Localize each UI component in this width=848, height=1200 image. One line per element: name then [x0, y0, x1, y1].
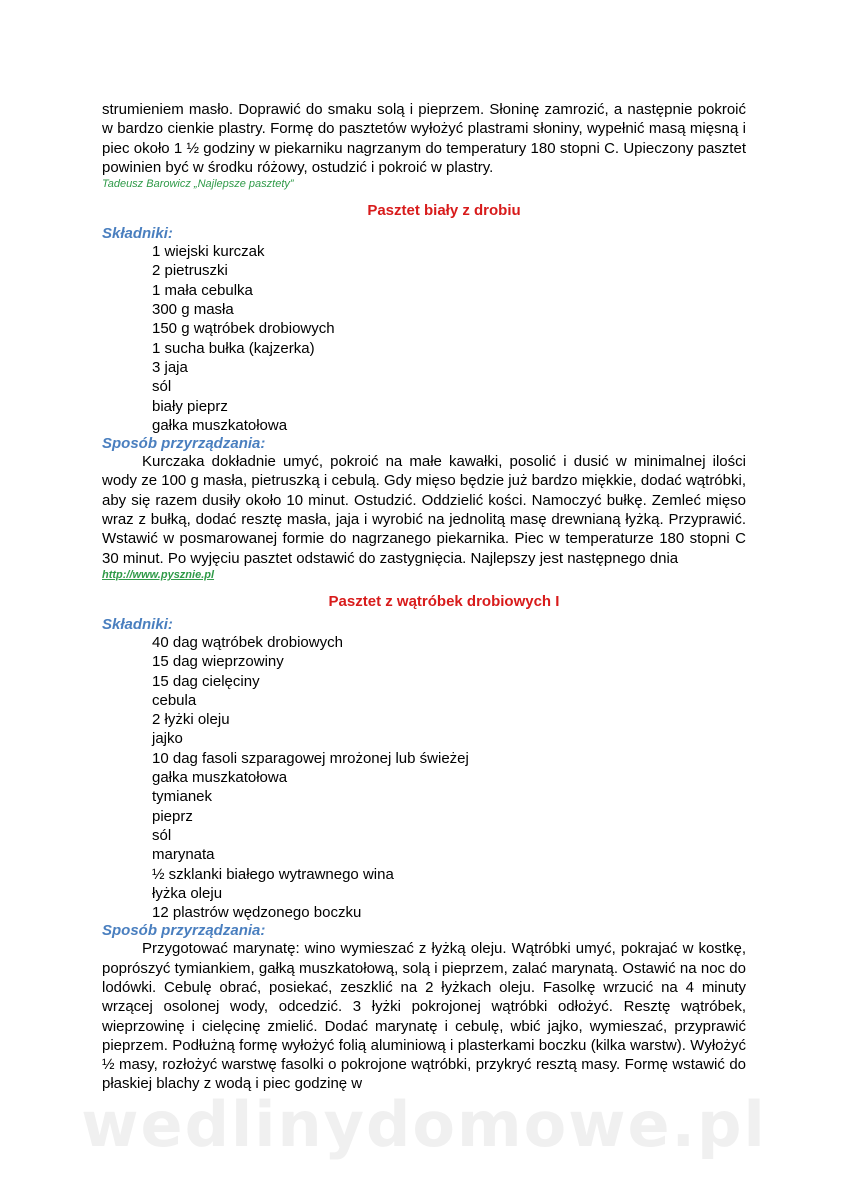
- recipe1-source-link[interactable]: http://www.pysznie.pl: [102, 568, 215, 581]
- ingredient-item: 1 sucha bułka (kajzerka): [152, 339, 315, 357]
- ingredient-item: sól: [152, 826, 172, 844]
- previous-recipe-source: Tadeusz Barowicz „Najlepsze pasztety”: [102, 178, 294, 191]
- ingredient-item: biały pieprz: [152, 397, 228, 415]
- ingredient-item: gałka muszkatołowa: [152, 416, 288, 434]
- recipe1-ingredients-label: Składniki:: [102, 225, 173, 243]
- ingredient-item: 10 dag fasoli szparagowej mrożonej lub świeżej: [152, 749, 469, 767]
- watermark: wedlinydomowe.pl: [81, 1088, 767, 1161]
- ingredient-item: gałka muszkatołowa: [152, 769, 288, 787]
- ingredient-item: 1 mała cebulka: [152, 281, 253, 299]
- ingredient-item: jajko: [152, 730, 183, 748]
- ingredient-item: 1 wiejski kurczak: [152, 243, 265, 261]
- ingredient-item: 3 jaja: [152, 358, 188, 376]
- ingredient-item: 12 plastrów wędzonego boczku: [152, 904, 362, 922]
- recipe2-method-text: Przygotować marynatę: wino wymieszać z łyżką oleju. Wątróbki umyć, pokrajać w kostkę, poprószyć tymiankiem, gałką muszkatołową, solą i pieprzem, zalać marynatą. Ostawić na noc do lodówki. Cebulę obrać, posiekać, zeszklić na 2 łyżkach oleju. Fasolkę wrzucić na 4 minuty wrzącej osolonej wody, odcedzić. 3 łyżki pokrojonej wątróbki odłożyć. Resztę wątróbek, wieprzowinę i cielęcinę zmielić. Dodać marynatę i cebulę, wbić jajko, wymieszać, przyprawić pieprzem. Podłużną formę wyłożyć folią aluminiową i plasterkami boczku (kilka warstw). Wyłożyć ½ masy, rozłożyć warstwę fasolki o pokrojone wątróbki, przykryć resztą masy. Formę wstawić do płaskiej blachy z wodą i piec godzinę w: [102, 940, 746, 1093]
- ingredient-item: sól: [152, 378, 172, 396]
- ingredient-item: tymianek: [152, 788, 213, 806]
- ingredient-item: 15 dag wieprzowiny: [152, 653, 284, 671]
- ingredient-item: pieprz: [152, 807, 193, 825]
- ingredient-item: 2 pietruszki: [152, 262, 228, 280]
- ingredient-item: cebula: [152, 691, 197, 709]
- document-page: [102, 100, 746, 1094]
- ingredient-item: marynata: [152, 846, 215, 864]
- ingredient-item: łyżka oleju: [152, 884, 223, 902]
- recipe2-ingredients-label: Składniki:: [102, 615, 173, 633]
- recipe1-method-label: Sposób przyrządzania:: [102, 435, 266, 453]
- ingredient-item: 15 dag cielęciny: [152, 672, 260, 690]
- ingredient-item: 300 g masła: [152, 301, 234, 319]
- recipe2-title: Pasztet z wątróbek drobiowych I: [328, 592, 560, 610]
- previous-recipe-text: strumieniem masło. Doprawić do smaku solą i pieprzem. Słoninę zamrozić, a następnie pokroić w bardzo cienkie plastry. Formę do pasztetów wyłożyć plastrami słoniny, wypełnić masą mięsną i piec około 1 ½ godziny w piekarniku nagrzanym do temperatury 180 stopni C. Upieczony pasztet powinien być w środku różowy, ostudzić i pokroić w plastry.: [102, 101, 746, 176]
- recipe2-ingredients-list: [102, 633, 746, 922]
- recipe1-ingredients-list: [102, 242, 746, 435]
- ingredient-item: 150 g wątróbek drobiowych: [152, 320, 335, 338]
- recipe1-title: Pasztet biały z drobiu: [367, 202, 521, 220]
- ingredient-item: 40 dag wątróbek drobiowych: [152, 633, 343, 651]
- ingredient-item: ½ szklanki białego wytrawnego wina: [152, 865, 394, 883]
- recipe1-method-text: Kurczaka dokładnie umyć, pokroić na małe kawałki, posolić i dusić w minimalnej ilości wody ze 100 g masła, pietruszką i cebulą. Gdy mięso będzie już bardzo miękkie, dodać wątróbki, aby się razem dusiły około 10 minut. Ostudzić. Oddzielić kości. Namoczyć bułkę. Zemleć mięso wraz z bułką, dodać resztę masła, jaja i wyrobić na jednolitą masę drewnianą łyżką. Przyprawić. Wstawić w posmarowanej formie do nagrzanego piekarnika. Piec w temperaturze 180 stopni C 30 minut. Po wyjęciu pasztet odstawić do zastygnięcia. Najlepszy jest następnego dnia: [102, 453, 746, 567]
- recipe2-method-label: Sposób przyrządzania:: [102, 922, 266, 940]
- ingredient-item: 2 łyżki oleju: [152, 711, 230, 729]
